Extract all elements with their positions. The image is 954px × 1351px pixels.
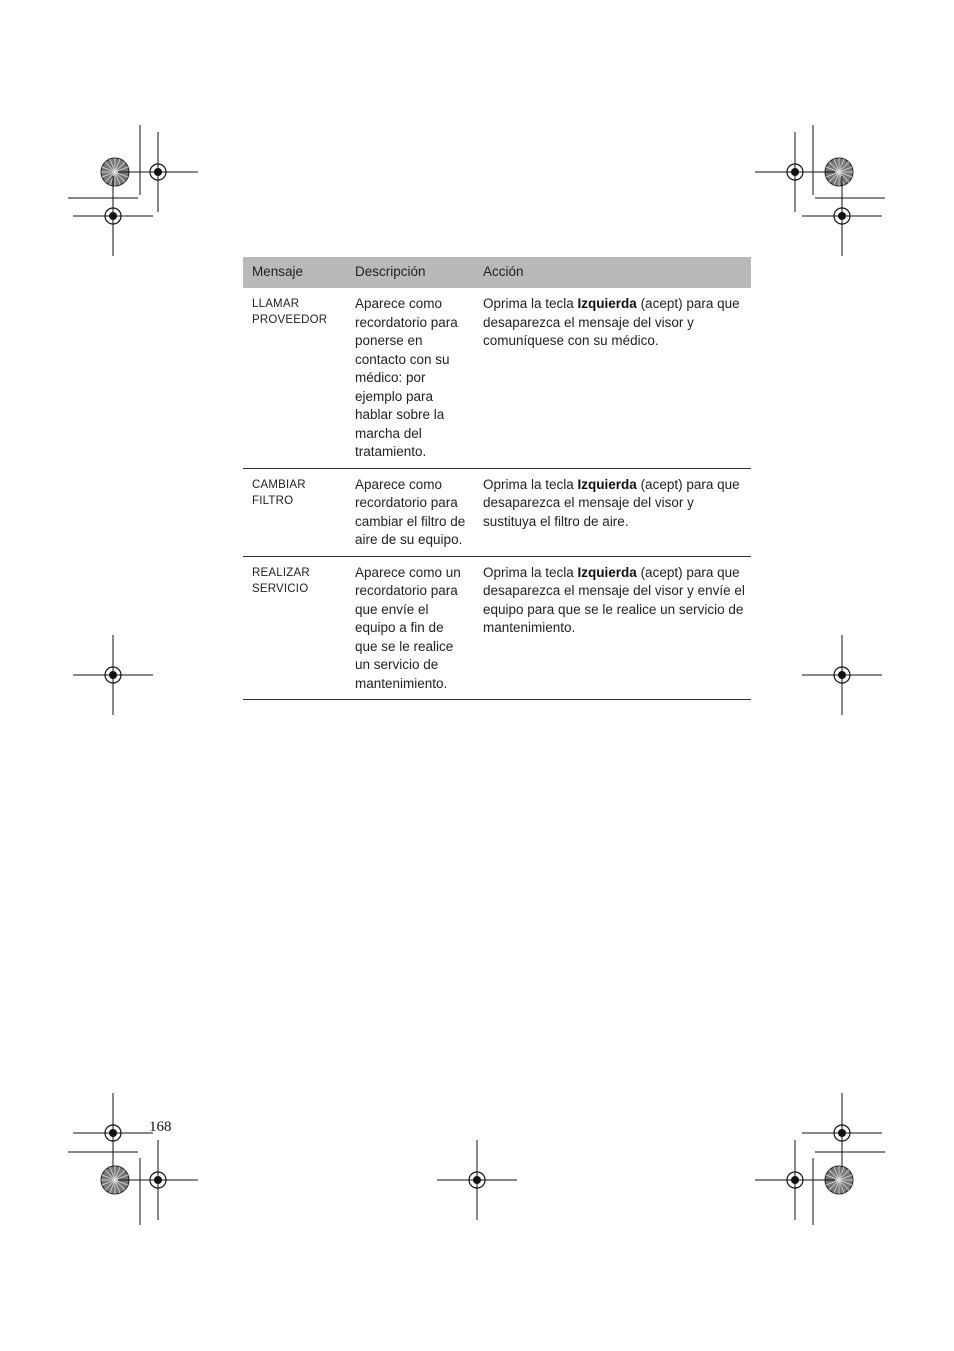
- message-cell: CAMBIAR FILTRO: [243, 468, 346, 556]
- table-row: [243, 288, 751, 468]
- action-post: (acept) para que desaparezca el mensaje del visor y comuníquese con su médico.: [483, 296, 740, 348]
- action-cell: [474, 468, 751, 556]
- header-description: Descripción: [346, 257, 474, 288]
- action-post: (acept) para que desaparezca el mensaje del visor y envíe el equipo para que se le realice un servicio de mantenimiento.: [483, 564, 745, 635]
- page-number: 168: [149, 1119, 172, 1135]
- table-row: [243, 468, 751, 556]
- message-cell: LLAMAR PROVEEDOR: [243, 288, 346, 468]
- action-cell: [474, 288, 751, 468]
- description-cell: Aparece como un recordatorio para que envíe el equipo a fin de que se le realice un servicio de mantenimiento.: [346, 556, 474, 700]
- action-post: (acept) para que desaparezca el mensaje del visor y sustituya el filtro de aire.: [483, 476, 740, 529]
- action-cell: [474, 556, 751, 700]
- header-action: Acción: [474, 257, 751, 288]
- message-cell: REALIZAR SERVICIO: [243, 556, 346, 700]
- action-pre: Oprima la tecla: [483, 296, 578, 311]
- table-row: [243, 556, 751, 700]
- description-cell: Aparece como recordatorio para cambiar el filtro de aire de su equipo.: [346, 468, 474, 556]
- messages-table: [243, 257, 751, 700]
- action-key: Izquierda: [577, 564, 637, 580]
- action-key: Izquierda: [577, 296, 637, 311]
- description-cell: Aparece como recordatorio para ponerse en contacto con su médico: por ejemplo para hablar sobre la marcha del tratamiento.: [346, 288, 474, 468]
- table-header-row: [243, 257, 751, 288]
- action-key: Izquierda: [577, 476, 637, 492]
- header-message: Mensaje: [243, 257, 346, 288]
- action-pre: Oprima la tecla: [483, 564, 578, 580]
- action-pre: Oprima la tecla: [483, 476, 578, 492]
